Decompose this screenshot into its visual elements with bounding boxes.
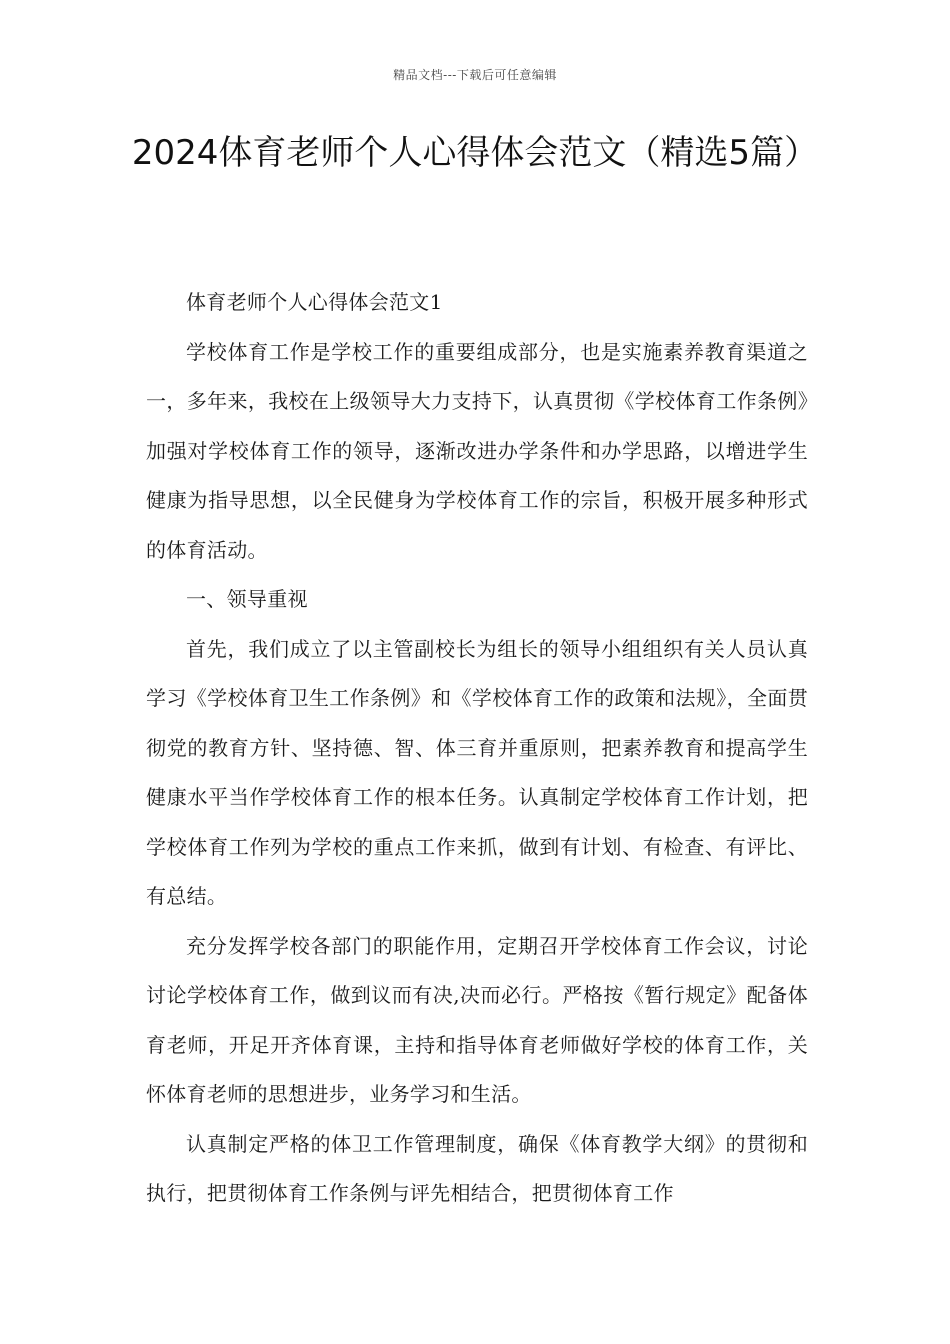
document-title: 2024体育老师个人心得体会范文（精选5篇）	[131, 133, 819, 173]
paragraph-intro: 学校体育工作是学校工作的重要组成部分，也是实施素养教育渠道之一，多年来，我校在上级领导大力支持下，认真贯彻《学校体育工作条例》加强对学校体育工作的领导，逐渐改进办学条件和办学思路，以增进学生健康为指导思想，以全民健身为学校体育工作的宗旨，积极开展多种形式的体育活动。	[146, 339, 808, 562]
paragraph-management-system: 认真制定严格的体卫工作管理制度，确保《体育教学大纲》的贯彻和执行，把贯彻体育工作条例与评先相结合，把贯彻体育工作	[146, 1131, 808, 1205]
header-note: 精品文档---下载后可任意编辑	[393, 68, 557, 82]
paragraph-leadership-group: 首先，我们成立了以主管副校长为组长的领导小组组织有关人员认真学习《学校体育卫生工作条例》和《学校体育工作的政策和法规》，全面贯彻党的教育方针、坚持德、智、体三育并重原则，把素养教育和提高学生健康水平当作学校体育工作的根本任务。认真制定学校体育工作计划，把学校体育工作列为学校的重点工作来抓，做到有计划、有检查、有评比、有总结。	[146, 636, 808, 908]
paragraph-departments: 充分发挥学校各部门的职能作用，定期召开学校体育工作会议，讨论讨论学校体育工作，做到议而有决,决而必行。严格按《暂行规定》配备体育老师，开足开齐体育课，主持和指导体育老师做好学校的体育工作，关怀体育老师的思想进步，业务学习和生活。	[146, 933, 808, 1106]
document-body	[146, 278, 808, 1219]
section-heading-leadership: 一、领导重视	[186, 587, 308, 611]
section-heading-fanwen-1: 体育老师个人心得体会范文1	[186, 290, 443, 314]
